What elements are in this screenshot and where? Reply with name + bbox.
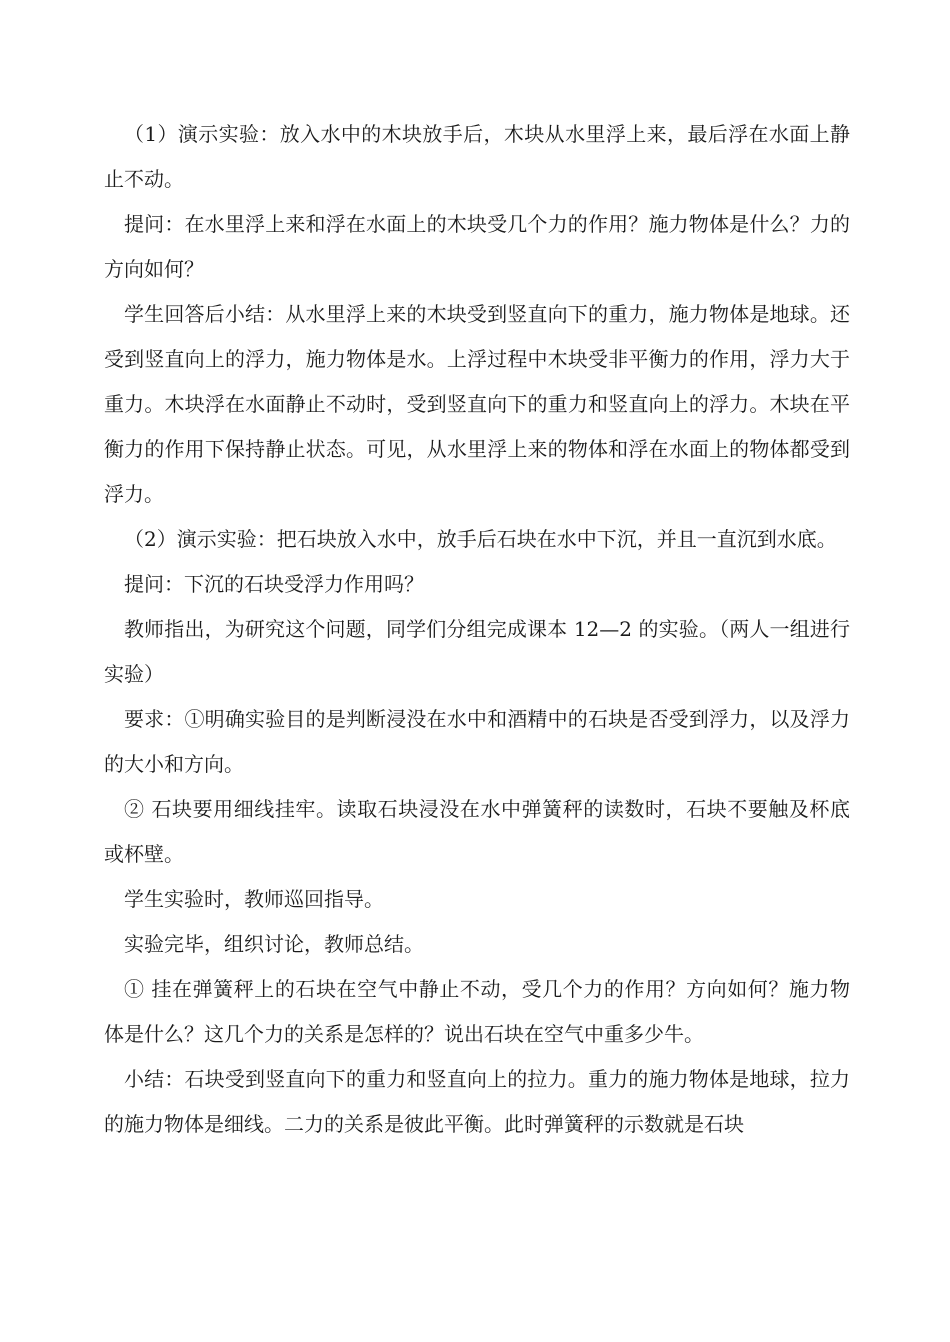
paragraph-requirement-2: ② 石块要用细线挂牢。读取石块浸没在水中弹簧秤的读数时，石块不要触及杯底或杯壁。 [104,797,850,866]
paragraph-summary-stone: 小结：石块受到竖直向下的重力和竖直向上的拉力。重力的施力物体是地球，拉力的施力物体是细线。二力的关系是彼此平衡。此时弹簧秤的示数就是石块 [104,1067,850,1136]
paragraph-summary-wood: 学生回答后小结：从水里浮上来的木块受到竖直向下的重力，施力物体是地球。还受到竖直向上的浮力，施力物体是水。上浮过程中木块受非平衡力的作用，浮力大于重力。木块浮在水面静止不动时，受到竖直向下的重力和竖直向上的浮力。木块在平衡力的作用下保持静止状态。可见，从水里浮上来的物体和浮在水面上的物体都受到浮力。 [104,302,850,506]
paragraph-demo-stone: （2）演示实验：把石块放入水中，放手后石块在水中下沉，并且一直沉到水底。 [124,527,837,551]
paragraph-student-experiment: 学生实验时，教师巡回指导。 [124,887,384,911]
paragraph-question-wood: 提问：在水里浮上来和浮在水面上的木块受几个力的作用？施力物体是什么？力的方向如何？ [104,212,850,281]
document-page [104,112,850,1147]
paragraph-question-stone: 提问：下沉的石块受浮力作用吗？ [124,572,424,596]
paragraph-requirement-1: 要求：①明确实验目的是判断浸没在水中和酒精中的石块是否受到浮力，以及浮力的大小和方向。 [104,707,850,776]
paragraph-demo-wood: （1）演示实验：放入水中的木块放手后，木块从水里浮上来，最后浮在水面上静止不动。 [104,122,850,191]
paragraph-question-air: ① 挂在弹簧秤上的石块在空气中静止不动，受几个力的作用？方向如何？施力物体是什么？这几个力的关系是怎样的？说出石块在空气中重多少牛。 [104,977,850,1046]
paragraph-discussion: 实验完毕，组织讨论，教师总结。 [124,932,424,956]
paragraph-teacher-note: 教师指出，为研究这个问题，同学们分组完成课本 12—2 的实验。（两人一组进行实验） [104,617,850,686]
